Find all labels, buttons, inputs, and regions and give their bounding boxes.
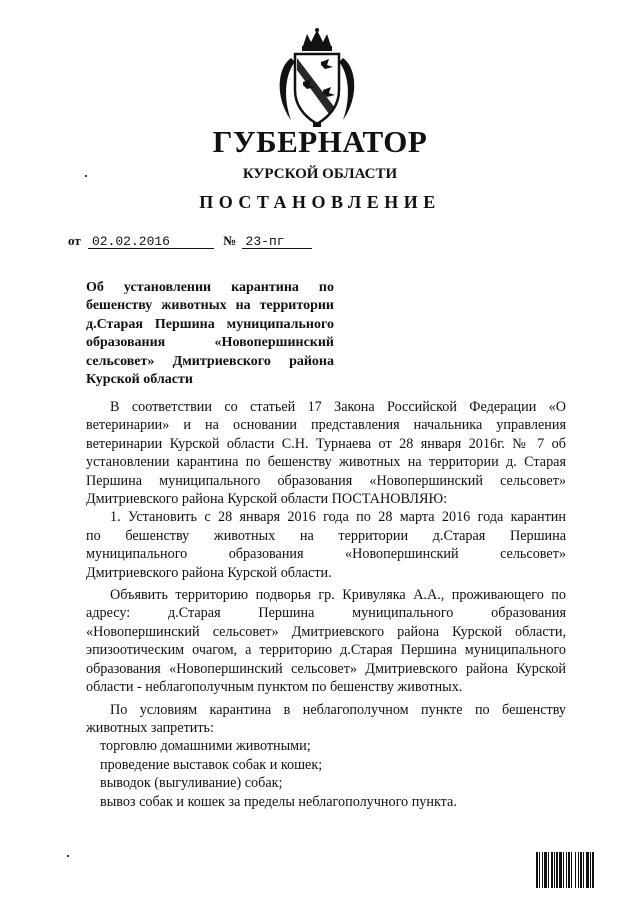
- preamble-paragraph: [86, 398, 566, 508]
- list-item: выводок (выгуливание) собак;: [100, 775, 283, 792]
- list-item: вывоз собак и кошек за пределы неблагополучного пункта.: [100, 793, 457, 810]
- subject-line: д.Старая Першина муниципального: [86, 316, 334, 332]
- list-item: торговлю домашними животными;: [100, 738, 311, 755]
- document-subject: [86, 279, 334, 389]
- text-line: адресу: д.Старая Першина муниципального образования: [86, 605, 566, 622]
- text-line: ветеринарии» и на основании представления начальника управления: [86, 417, 566, 434]
- date-number-line: [68, 233, 312, 249]
- text-line: 1. Установить с 28 января 2016 года по 28 марта 2016 года карантин: [110, 509, 566, 526]
- subject-line: Об установлении карантина по: [86, 280, 334, 295]
- coat-of-arms-icon: [273, 28, 361, 128]
- subject-line: образования «Новопершинский: [86, 335, 334, 351]
- quarantine-conditions-paragraph: [86, 701, 566, 738]
- text-line: ветеринарии Курской области С.Н. Турнаева от 28 января 2016г. № 7 об: [86, 435, 566, 452]
- text-line: Дмитриевского района Курской области.: [86, 564, 332, 581]
- text-line: Дмитриевского района Курской области ПОСТАНОВЛЯЮ:: [86, 491, 448, 508]
- text-line: «Новопершинский сельсовет» Дмитриевского района Курской области,: [86, 623, 566, 640]
- outbreak-paragraph: [86, 586, 566, 696]
- document-type: ПОСТАНОВЛЕНИЕ: [199, 192, 441, 212]
- text-line: установлении карантина по бешенству животных на территории д. Старая: [86, 454, 566, 471]
- date-label: от: [68, 233, 81, 248]
- text-line: муниципального образования «Новопершинский сельсовет»: [86, 546, 566, 563]
- text-line: образования «Новопершинский сельсовет» Дмитриевского района Курской: [86, 660, 566, 677]
- document-number: 23-пг: [242, 235, 312, 249]
- text-line: эпизоотическим очагом, а территорию д.Старая Першина муниципального: [86, 642, 566, 659]
- barcode-icon: [536, 852, 622, 888]
- document-title: ГУБЕРНАТОР: [212, 124, 428, 159]
- subject-line: Курской области: [86, 372, 193, 388]
- text-line: По условиям карантина в неблагополучном пункте по бешенству: [110, 701, 566, 718]
- text-line: В соответствии со статьей 17 Закона Российской Федерации «О: [110, 399, 566, 415]
- subject-line: бешенству животных на территории: [86, 298, 334, 314]
- scan-speck: [67, 855, 69, 857]
- point-1-paragraph: [86, 508, 566, 582]
- document-region: КУРСКОЙ ОБЛАСТИ: [242, 166, 398, 182]
- text-line: животных запретить:: [86, 719, 214, 736]
- text-line: Першина муниципального образования «Новопершинский сельсовет»: [86, 472, 566, 489]
- number-label: №: [223, 233, 237, 248]
- document-body: [86, 398, 566, 811]
- list-item: проведение выставок собак и кошек;: [100, 756, 323, 773]
- text-line: области - неблагополучным пунктом по бешенству животных.: [86, 679, 463, 696]
- scan-speck: [85, 175, 87, 177]
- subject-line: сельсовет» Дмитриевского района: [86, 353, 334, 369]
- document-date: 02.02.2016: [88, 235, 214, 249]
- prohibitions-list: [86, 737, 566, 811]
- text-line: Объявить территорию подворья гр. Кривуляка А.А., проживающего по: [110, 587, 566, 604]
- text-line: по бешенству животных на территории д.Старая Першина: [86, 527, 566, 544]
